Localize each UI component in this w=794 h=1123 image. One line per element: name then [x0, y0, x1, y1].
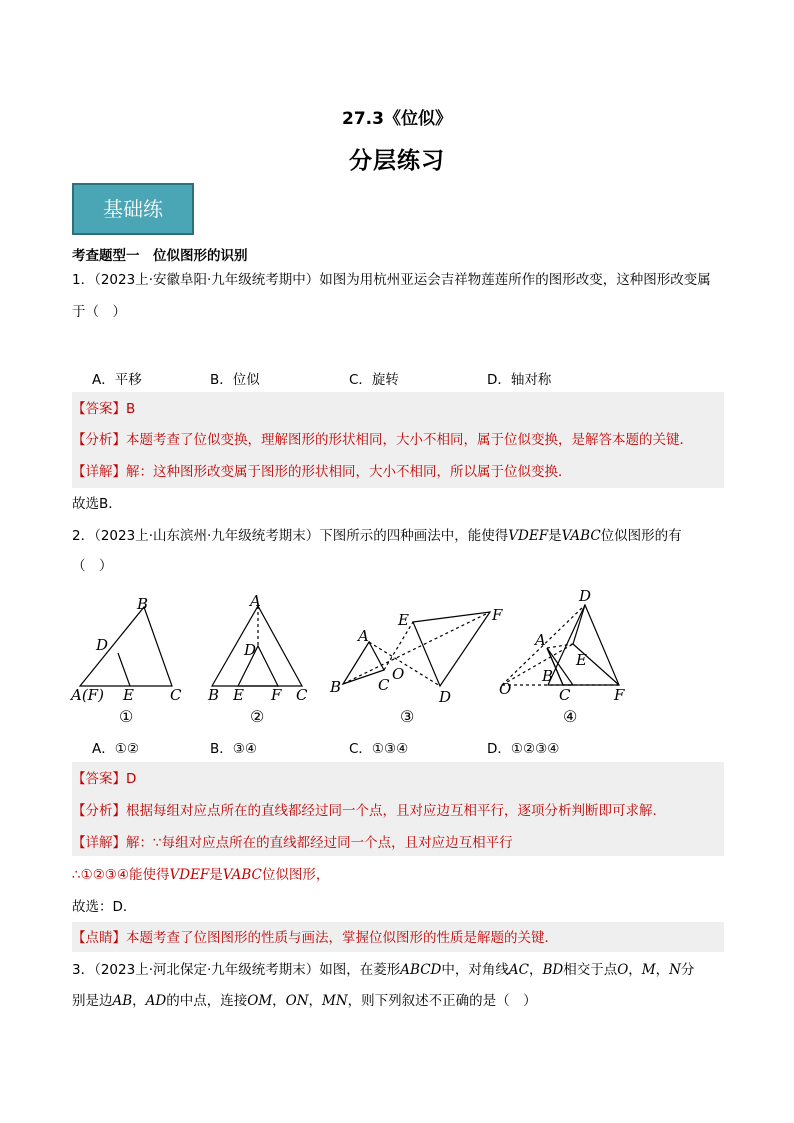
figure-number-1: ①	[119, 707, 134, 726]
q2-detail-line2	[72, 865, 329, 885]
section-title: 考查题型一 位似图形的识别	[72, 248, 248, 264]
fig2-label-c: C	[296, 686, 308, 704]
triangle-def: VDEF	[508, 528, 549, 544]
q2-conclusion	[72, 897, 136, 917]
q1-option-c: C．旋转	[349, 372, 399, 388]
fig4-label-d: D	[579, 587, 592, 605]
figure-number-4: ④	[563, 707, 578, 726]
q3-text: ，	[272, 993, 286, 1009]
q3-math-mn: MN	[322, 993, 348, 1009]
q2-point	[72, 928, 558, 948]
q1-stem-line2: 于（ ）	[72, 304, 126, 320]
q3-text: 相交于点	[563, 962, 618, 978]
q3-text: ，	[308, 993, 323, 1009]
q3-text: ，	[655, 962, 670, 978]
q1-option-a: A．平移	[92, 372, 142, 388]
q2-option-c: C．①③④	[349, 741, 409, 757]
fig2-label-b: B	[208, 686, 220, 704]
detail2-triangle-abc: VABC	[222, 867, 262, 883]
detail-tag: 【详解】	[72, 464, 126, 480]
q2-stem-line2: （ ）	[72, 558, 113, 574]
q2-stem-line1	[72, 526, 724, 546]
q2-answer	[72, 769, 136, 789]
fig4-label-o: O	[499, 680, 512, 698]
fig2-label-f: F	[271, 686, 282, 704]
conclusion-prefix: 故选	[72, 496, 99, 512]
conclusion-suffix: ．	[122, 899, 137, 915]
q3-math-ac: AC	[508, 962, 529, 978]
detail-tag: 【详解】	[72, 835, 126, 851]
answer-value: D	[126, 771, 137, 787]
detail2-a: ∴①②③④能使得	[72, 867, 170, 883]
fig3-label-f: F	[492, 606, 503, 624]
analysis-tag: 【分析】	[72, 803, 126, 819]
analysis-text: 本题考查了位似变换，理解图形的形状相同，大小不相同，属于位似变换，是解答本题的关键．	[126, 432, 693, 448]
q3-text: 别是边	[72, 993, 113, 1009]
q3-text: ，	[628, 962, 642, 978]
q1-answer	[72, 399, 135, 419]
q3-text: 3．（2023上·河北保定·九年级统考期末）如图，在菱形	[72, 962, 401, 978]
fig4-label-c: C	[559, 686, 571, 704]
fig3-label-c: C	[378, 676, 390, 694]
fig4-label-b: B	[542, 667, 554, 685]
fig2-label-d: D	[244, 641, 257, 659]
answer-value: B	[126, 401, 136, 417]
q2-option-a: A．①②	[92, 741, 139, 757]
fig4-label-e: E	[576, 651, 587, 669]
q3-text: ，	[528, 962, 543, 978]
fig2-label-e: E	[233, 686, 244, 704]
conclusion-value: B	[99, 496, 109, 512]
doc-subtitle: 分层练习	[349, 148, 445, 174]
q3-math-on: ON	[285, 993, 309, 1009]
q3-text: 分	[680, 962, 695, 978]
q3-text: ，则下列叙述不正确的是（ ）	[347, 993, 537, 1009]
analysis-text: 根据每组对应点所在的直线都经过同一个点，且对应边互相平行，逐项分析判断即可求解．	[126, 803, 666, 819]
q3-math-om: OM	[247, 993, 273, 1009]
q3-text: 中，对角线	[441, 962, 509, 978]
figure-number-3: ③	[400, 707, 415, 726]
q3-math-ad: AD	[145, 993, 167, 1009]
q3-math-m: M	[641, 962, 656, 978]
conclusion-value: D	[112, 899, 123, 915]
q2-option-b: B．③④	[210, 741, 257, 757]
q3-math-o: O	[617, 962, 629, 978]
figure-2-diagram	[212, 606, 302, 686]
fig1-label-c: C	[170, 686, 182, 704]
q3-math-bd: BD	[542, 962, 564, 978]
fig1-label-e: E	[123, 686, 134, 704]
fig3-label-a: A	[358, 627, 369, 645]
doc-title: 27.3《位似》	[342, 109, 452, 129]
point-tag: 【点睛】	[72, 930, 126, 946]
detail2-triangle-def: VDEF	[169, 867, 210, 883]
q3-text: ，	[132, 993, 146, 1009]
q3-math-n: N	[669, 962, 681, 978]
fig4-label-a: A	[535, 631, 546, 649]
q2-analysis	[72, 801, 666, 821]
fig3-label-d: D	[439, 688, 452, 706]
fig3-label-o: O	[392, 665, 405, 683]
answer-tag: 【答案】	[72, 401, 126, 417]
analysis-tag: 【分析】	[72, 432, 126, 448]
detail-text: 解：这种图形改变属于图形的形状相同，大小不相同，所以属于位似变换．	[126, 464, 572, 480]
q1-option-b: B．位似	[210, 372, 260, 388]
q3-stem-line1	[72, 960, 724, 980]
conclusion-prefix: 故选：	[72, 899, 113, 915]
fig1-label-d: D	[96, 636, 109, 654]
q1-option-d: D．轴对称	[487, 372, 552, 388]
figure-number-2: ②	[250, 707, 265, 726]
q3-math-abcd: ABCD	[400, 962, 442, 978]
fig1-label-b: B	[137, 595, 149, 613]
fig2-label-a: A	[250, 592, 261, 610]
detail-text: 解：∵每组对应点所在的直线都经过同一个点，且对应边互相平行	[126, 835, 513, 851]
answer-tag: 【答案】	[72, 771, 126, 787]
q1-stem-line1: 1．（2023上·安徽阜阳·九年级统考期中）如图为用杭州亚运会吉祥物莲莲所作的图形改变，这种图形改变属	[72, 272, 711, 288]
fig1-label-af: A(F)	[71, 686, 104, 704]
figure-4-diagram	[502, 605, 619, 685]
conclusion-suffix: ．	[108, 496, 122, 512]
q3-stem-line2	[72, 991, 724, 1011]
q2-stem-b: 是	[548, 528, 562, 544]
detail2-c: 是	[209, 867, 223, 883]
q2-figures	[66, 582, 666, 730]
fig4-label-f: F	[614, 686, 625, 704]
q1-detail	[72, 462, 572, 482]
q1-analysis	[72, 430, 693, 450]
figure-1-diagram	[80, 607, 172, 686]
q2-detail	[72, 833, 513, 853]
q3-text: 的中点，连接	[166, 993, 248, 1009]
triangle-abc: VABC	[561, 528, 601, 544]
fig3-label-e: E	[398, 611, 409, 629]
fig3-label-b: B	[330, 678, 342, 696]
q2-option-d: D．①②③④	[487, 741, 560, 757]
detail2-e: 位似图形，	[261, 867, 330, 883]
q3-math-ab: AB	[112, 993, 133, 1009]
q1-conclusion	[72, 494, 122, 514]
q2-stem-a: 2．（2023上·山东滨州·九年级统考期末）下图所示的四种画法中，能使得	[72, 528, 509, 544]
figure-3-diagram	[343, 612, 490, 686]
q2-stem-c: 位似图形的有	[600, 528, 682, 544]
level-badge: 基础练	[72, 183, 194, 235]
point-text: 本题考查了位图图形的性质与画法，掌握位似图形的性质是解题的关键．	[126, 930, 558, 946]
